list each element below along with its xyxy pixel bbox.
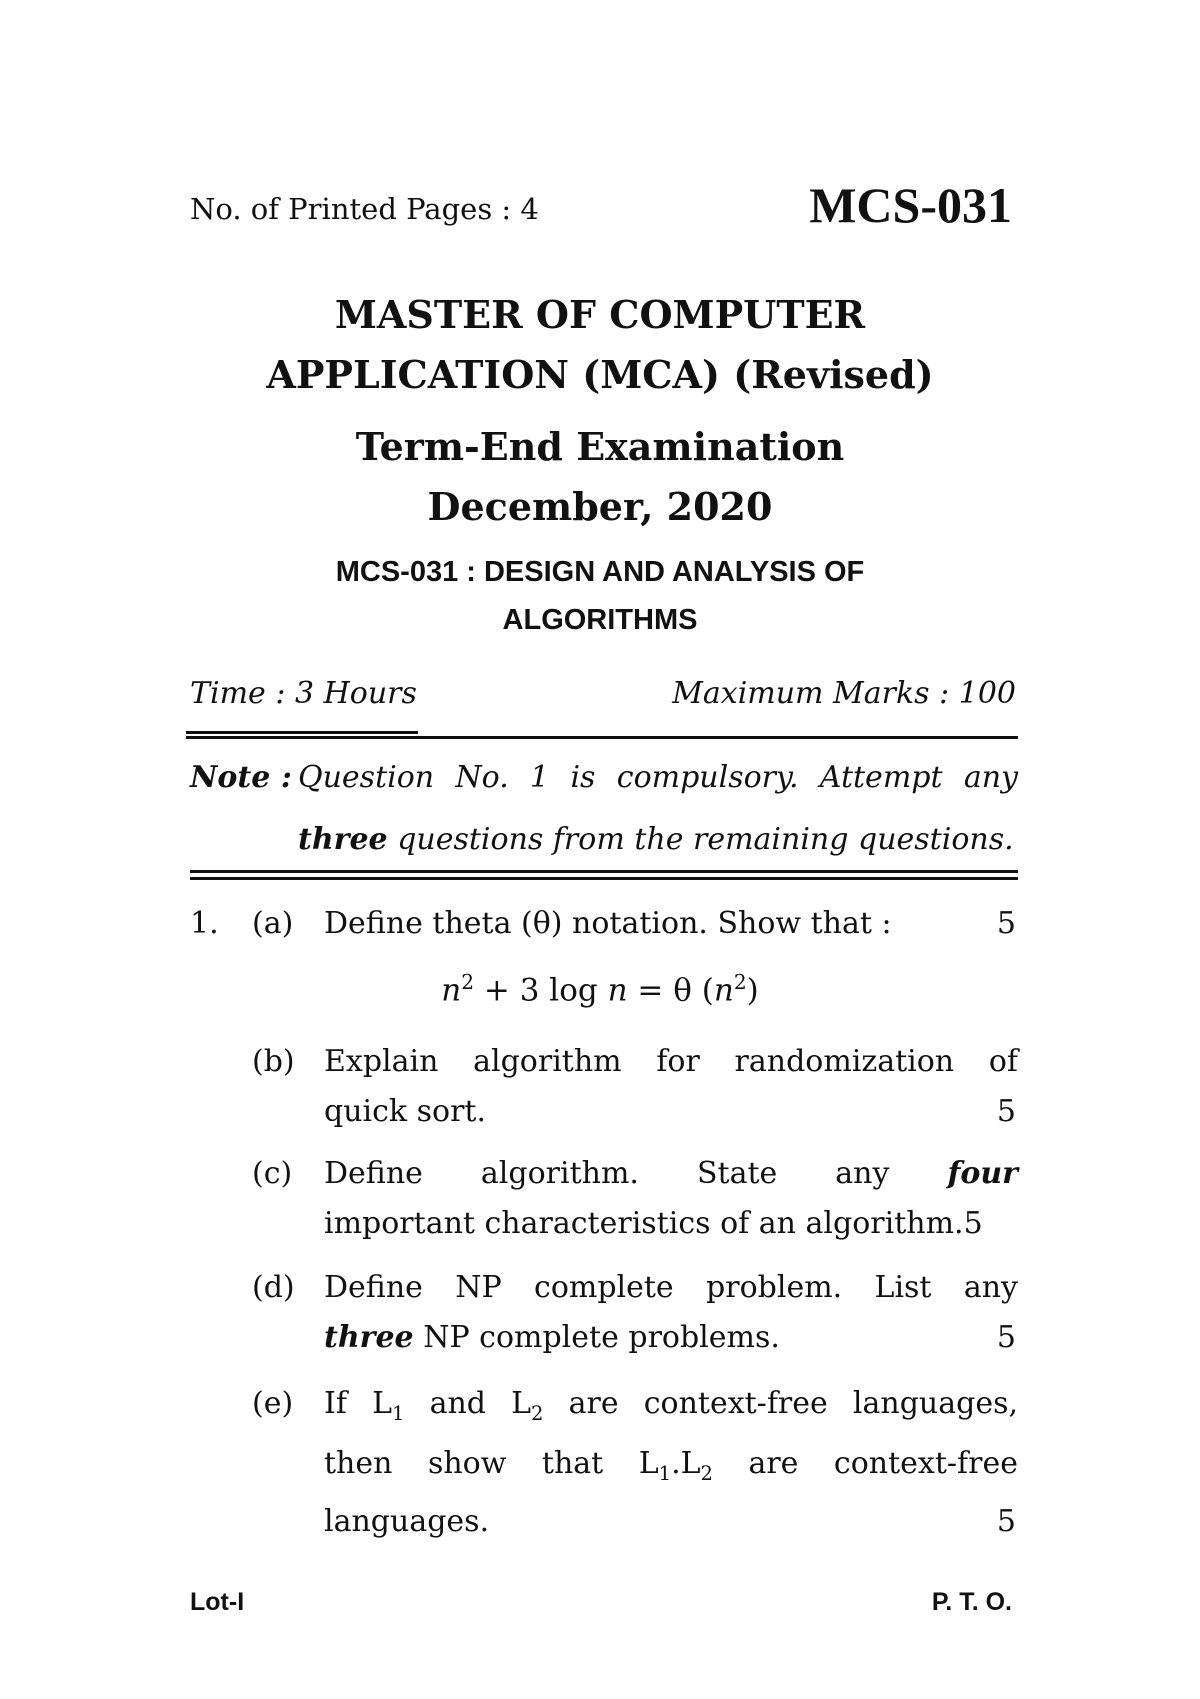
formula-var: n <box>607 972 628 1009</box>
part-e-text-line1 <box>324 1386 1018 1425</box>
formula-eq: = θ ( <box>627 972 714 1009</box>
part-b-text-line1: Explain algorithm for randomization of <box>324 1044 1018 1079</box>
maximum-marks: Maximum Marks : 100 <box>672 676 1016 711</box>
divider-double-1 <box>190 870 1018 873</box>
divider-double-2 <box>190 877 1018 880</box>
part-c-text-line2 <box>324 1206 1018 1241</box>
part-e-sub: 1 <box>658 1462 672 1485</box>
part-d-text-line1: Define NP complete problem. List any <box>324 1270 1018 1305</box>
printed-pages-count: No. of Printed Pages : 4 <box>190 192 539 226</box>
part-a-marks: 5 <box>996 906 1016 941</box>
note-text-line1: Question No. 1 is compulsory. Attempt any <box>298 760 1018 795</box>
lot-label: Lot-I <box>190 1588 245 1616</box>
part-c-marks: 5 <box>963 1206 983 1241</box>
part-e-marks: 5 <box>996 1504 1016 1539</box>
part-e-text-line3: languages. <box>324 1504 490 1539</box>
part-c-emphasis: four <box>947 1156 1018 1191</box>
part-c-text-rest: important characteristics of an algorithm. <box>324 1206 964 1241</box>
course-title-line2: ALGORITHMS <box>502 604 698 636</box>
part-b-label: (b) <box>252 1044 295 1079</box>
exam-title: Term-End Examination <box>355 424 845 469</box>
formula-exp: 2 <box>733 970 747 994</box>
part-b-marks: 5 <box>996 1094 1016 1129</box>
part-e-label: (e) <box>252 1386 294 1421</box>
formula-var: n <box>713 972 734 1009</box>
part-d-emphasis: three <box>324 1320 414 1355</box>
part-e-seg: If L <box>324 1386 393 1421</box>
question-number: 1. <box>190 906 219 941</box>
note-label: Note : <box>190 760 292 795</box>
divider-top <box>186 736 1018 739</box>
part-a-label: (a) <box>252 906 294 941</box>
course-code: MCS-031 <box>809 177 1012 233</box>
part-c-text-start: Define algorithm. State any <box>324 1156 948 1191</box>
part-e-sub: 1 <box>392 1402 405 1425</box>
part-d-label: (d) <box>252 1270 295 1305</box>
note-emphasis: three <box>298 822 388 857</box>
part-e-text-line2 <box>324 1446 1018 1485</box>
part-e-seg: .L <box>671 1446 701 1481</box>
part-b-text-line2: quick sort. <box>324 1094 487 1129</box>
course-title-line1: MCS-031 : DESIGN AND ANALYSIS OF <box>335 556 865 588</box>
part-d-marks: 5 <box>996 1320 1016 1355</box>
divider-accent <box>186 731 418 734</box>
note-text-line2 <box>298 822 1014 857</box>
pto-label: P. T. O. <box>931 1588 1012 1616</box>
part-a-text: Define theta (θ) notation. Show that : <box>324 906 892 941</box>
time-allowed: Time : 3 Hours <box>190 676 417 711</box>
note-text-rest: questions from the remaining questions. <box>387 822 1014 857</box>
formula-exp: 2 <box>461 970 475 994</box>
part-d-text-line2 <box>324 1320 1018 1355</box>
part-d-text-rest: NP complete problems. <box>413 1320 780 1355</box>
programme-title-line1: MASTER OF COMPUTER <box>334 292 866 337</box>
part-e-seg: then show that L <box>324 1446 659 1481</box>
formula-close: ) <box>746 972 759 1009</box>
part-e-sub: 2 <box>700 1462 713 1485</box>
part-e-seg: are context-free <box>712 1446 1018 1481</box>
formula-mid: + 3 log <box>474 972 608 1009</box>
part-e-sub: 2 <box>531 1402 544 1425</box>
programme-title-line2: APPLICATION (MCA) (Revised) <box>266 352 934 397</box>
part-a-formula <box>0 970 1200 1008</box>
part-c-text-line1 <box>324 1156 1018 1191</box>
part-e-seg: and L <box>404 1386 532 1421</box>
exam-date: December, 2020 <box>427 484 773 529</box>
part-c-label: (c) <box>252 1156 293 1191</box>
part-e-seg: are context-free languages, <box>543 1386 1019 1421</box>
formula-var: n <box>441 972 462 1009</box>
